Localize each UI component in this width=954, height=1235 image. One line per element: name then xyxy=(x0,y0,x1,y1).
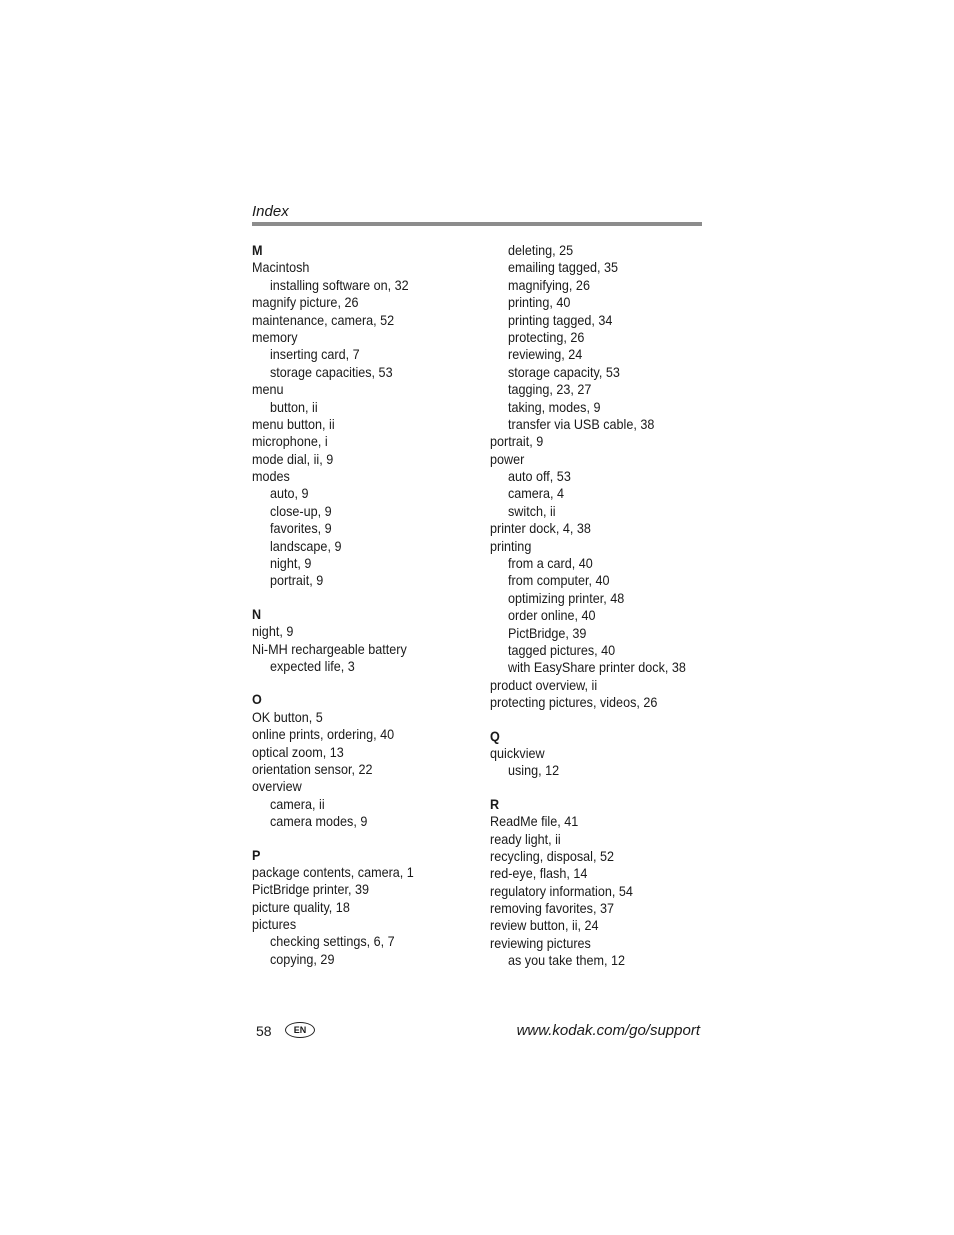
language-badge-icon: EN xyxy=(285,1022,315,1038)
index-entry: night, 9 xyxy=(252,623,294,640)
index-subentry: using, 12 xyxy=(508,762,560,779)
index-subentry: emailing tagged, 35 xyxy=(508,259,618,276)
index-subentry: favorites, 9 xyxy=(270,520,332,537)
index-subentry: landscape, 9 xyxy=(270,537,342,554)
index-subentry: close-up, 9 xyxy=(270,502,332,519)
index-entry: Macintosh xyxy=(252,259,310,276)
index-entry: ReadMe file, 41 xyxy=(490,813,579,830)
index-subentry: magnifying, 26 xyxy=(508,276,590,293)
index-subentry: printing tagged, 34 xyxy=(508,311,613,328)
index-subentry: camera, ii xyxy=(270,795,325,812)
index-section-letter: O xyxy=(252,691,262,708)
index-entry: printing xyxy=(490,537,532,554)
index-subentry: from computer, 40 xyxy=(508,572,610,589)
index-subentry: with EasyShare printer dock, 38 xyxy=(508,659,686,676)
page-header-title: Index xyxy=(252,203,289,220)
index-subentry: inserting card, 7 xyxy=(270,346,360,363)
index-subentry: copying, 29 xyxy=(270,950,335,967)
index-subentry: auto off, 53 xyxy=(508,468,571,485)
index-subentry: deleting, 25 xyxy=(508,242,574,258)
index-entry: microphone, i xyxy=(252,433,328,450)
index-subentry: tagged pictures, 40 xyxy=(508,641,616,658)
index-entry: OK button, 5 xyxy=(252,708,323,725)
index-entry: reviewing pictures xyxy=(490,934,591,951)
index-entry: optical zoom, 13 xyxy=(252,743,344,760)
index-section-letter: N xyxy=(252,605,262,622)
page-number: 58 xyxy=(256,1023,272,1039)
index-subentry: checking settings, 6, 7 xyxy=(270,933,395,950)
index-entry: power xyxy=(490,450,525,467)
index-subentry: installing software on, 32 xyxy=(270,276,409,293)
index-subentry: from a card, 40 xyxy=(508,555,593,572)
section-gap xyxy=(490,780,684,796)
index-entry: removing favorites, 37 xyxy=(490,900,614,917)
section-gap xyxy=(252,831,459,847)
index-entry: modes xyxy=(252,468,290,485)
index-subentry: portrait, 9 xyxy=(270,572,324,589)
index-entry: ready light, ii xyxy=(490,830,561,847)
index-subentry: tagging, 23, 27 xyxy=(508,381,592,398)
index-column-right xyxy=(490,242,705,970)
index-subentry: as you take them, 12 xyxy=(508,952,625,969)
index-entry: protecting pictures, videos, 26 xyxy=(490,694,658,711)
index-section-letter: P xyxy=(252,846,261,863)
index-entry: online prints, ordering, 40 xyxy=(252,726,395,743)
index-subentry: night, 9 xyxy=(270,555,312,572)
index-entry: menu button, ii xyxy=(252,415,335,432)
index-section-letter: Q xyxy=(490,727,500,744)
index-entry: portrait, 9 xyxy=(490,433,544,450)
support-url: www.kodak.com/go/support xyxy=(516,1022,700,1039)
index-entry: menu xyxy=(252,381,284,398)
index-subentry: printing, 40 xyxy=(508,294,571,311)
index-entry: overview xyxy=(252,778,302,795)
index-subentry: auto, 9 xyxy=(270,485,309,502)
index-section-letter: R xyxy=(490,795,500,812)
index-subentry: storage capacities, 53 xyxy=(270,363,393,380)
index-entry: red-eye, flash, 14 xyxy=(490,865,588,882)
index-entry: picture quality, 18 xyxy=(252,898,350,915)
section-gap xyxy=(252,675,459,691)
index-subentry: button, ii xyxy=(270,398,318,415)
index-entry: review button, ii, 24 xyxy=(490,917,599,934)
section-gap xyxy=(252,590,459,606)
index-entry: memory xyxy=(252,328,298,345)
index-section-letter: M xyxy=(252,242,263,258)
index-subentry: protecting, 26 xyxy=(508,328,585,345)
index-subentry: order online, 40 xyxy=(508,607,596,624)
index-entry: magnify picture, 26 xyxy=(252,294,359,311)
index-subentry: expected life, 3 xyxy=(270,657,355,674)
index-entry: PictBridge printer, 39 xyxy=(252,881,369,898)
index-subentry: storage capacity, 53 xyxy=(508,363,620,380)
index-entry: mode dial, ii, 9 xyxy=(252,450,334,467)
index-entry: quickview xyxy=(490,744,545,761)
index-entry: regulatory information, 54 xyxy=(490,882,633,899)
index-subentry: optimizing printer, 48 xyxy=(508,589,625,606)
index-subentry: taking, modes, 9 xyxy=(508,398,601,415)
index-entry: package contents, camera, 1 xyxy=(252,863,414,880)
index-entry: printer dock, 4, 38 xyxy=(490,520,591,537)
index-entry: pictures xyxy=(252,916,297,933)
index-subentry: camera modes, 9 xyxy=(270,813,368,830)
index-entry: Ni-MH rechargeable battery xyxy=(252,640,407,657)
index-subentry: reviewing, 24 xyxy=(508,346,583,363)
section-gap xyxy=(490,712,684,728)
header-divider xyxy=(252,222,702,226)
index-subentry: camera, 4 xyxy=(508,485,565,502)
index-entry: product overview, ii xyxy=(490,676,598,693)
index-subentry: PictBridge, 39 xyxy=(508,624,587,641)
index-column-left xyxy=(252,242,482,968)
index-entry: orientation sensor, 22 xyxy=(252,760,373,777)
index-subentry: switch, ii xyxy=(508,502,556,519)
index-entry: recycling, disposal, 52 xyxy=(490,847,614,864)
index-entry: maintenance, camera, 52 xyxy=(252,311,395,328)
index-subentry: transfer via USB cable, 38 xyxy=(508,415,655,432)
